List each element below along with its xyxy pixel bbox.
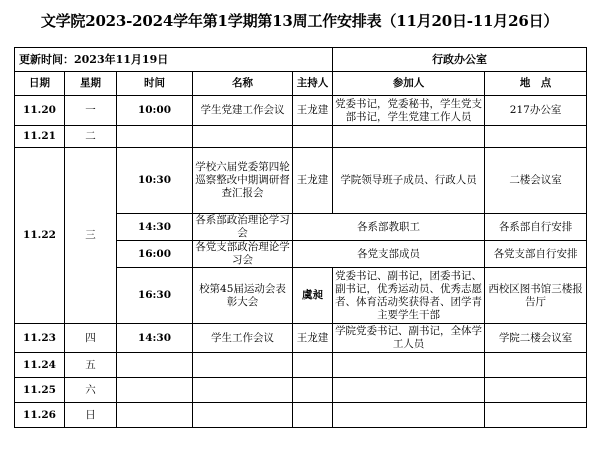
cell-location: [485, 378, 587, 403]
cell-event-name: 各党支部政治理论学习会: [193, 241, 293, 268]
table-row: [15, 353, 587, 378]
header-participants: 参加人: [333, 72, 485, 96]
header-time: 时间: [117, 72, 193, 96]
cell-participants: 各系部教职工: [293, 214, 485, 241]
cell-event-name: 学校六届党委第四轮巡察整改中期调研督查汇报会: [193, 148, 293, 214]
update-row: [15, 48, 587, 72]
cell-location: 217办公室: [485, 96, 587, 126]
cell-participants: [333, 378, 485, 403]
header-row: [15, 72, 587, 96]
cell-host: 王龙建: [293, 324, 333, 353]
cell-date: 11.22: [15, 148, 65, 324]
cell-location: 各党支部自行安排: [485, 241, 587, 268]
cell-time: [117, 353, 193, 378]
cell-time: 14:30: [117, 324, 193, 353]
cell-location: [485, 126, 587, 148]
cell-event-name: 校第45届运动会表彰大会: [193, 268, 293, 324]
cell-location: [485, 353, 587, 378]
cell-weekday: 三: [65, 148, 117, 324]
cell-time: 10:00: [117, 96, 193, 126]
table-row: [15, 403, 587, 428]
cell-participants: [333, 353, 485, 378]
cell-event-name: [193, 403, 293, 428]
office-name: 行政办公室: [333, 48, 587, 72]
cell-event-name: 各系部政治理论学习会: [193, 214, 293, 241]
table-row: [15, 96, 587, 126]
cell-participants: 党委书记、副书记，团委书记、副书记，优秀运动员、优秀志愿者、体育活动奖获得者、团学青主要学生干部: [333, 268, 485, 324]
cell-participants: [333, 403, 485, 428]
cell-weekday: 一: [65, 96, 117, 126]
cell-date: 11.26: [15, 403, 65, 428]
cell-host: [293, 353, 333, 378]
cell-participants: 学院领导班子成员、行政人员: [333, 148, 485, 214]
table-row: [15, 148, 587, 214]
cell-weekday: 二: [65, 126, 117, 148]
cell-host: 王龙建: [293, 96, 333, 126]
cell-event-name: [193, 378, 293, 403]
cell-location: 学院二楼会议室: [485, 324, 587, 353]
cell-location: 西校区图书馆三楼报告厅: [485, 268, 587, 324]
cell-location: 各系部自行安排: [485, 214, 587, 241]
cell-date: 11.21: [15, 126, 65, 148]
cell-time: 16:00: [117, 241, 193, 268]
cell-time: 16:30: [117, 268, 193, 324]
cell-time: 10:30: [117, 148, 193, 214]
cell-participants: 学院党委书记、副书记，全体学工人员: [333, 324, 485, 353]
cell-participants: [333, 126, 485, 148]
cell-date: 11.23: [15, 324, 65, 353]
cell-participants: 党委书记，党委秘书，学生党支部书记，学生党建工作人员: [333, 96, 485, 126]
cell-host: [293, 126, 333, 148]
cell-location: [485, 403, 587, 428]
cell-event-name: [193, 353, 293, 378]
cell-time: [117, 378, 193, 403]
cell-weekday: 六: [65, 378, 117, 403]
cell-time: [117, 403, 193, 428]
cell-date: 11.25: [15, 378, 65, 403]
cell-weekday: 五: [65, 353, 117, 378]
header-location: 地 点: [485, 72, 587, 96]
cell-location: 二楼会议室: [485, 148, 587, 214]
table-row: [15, 126, 587, 148]
cell-event-name: 学生工作会议: [193, 324, 293, 353]
cell-host: 王龙建: [293, 148, 333, 214]
schedule-table: [14, 47, 587, 428]
schedule-title: 文学院2023-2024学年第1学期第13周工作安排表（11月20日-11月26日）: [40, 12, 559, 30]
cell-host: [293, 403, 333, 428]
cell-host: 虞昶: [293, 268, 333, 324]
table-row: [15, 378, 587, 403]
cell-time: [117, 126, 193, 148]
cell-event-name: [193, 126, 293, 148]
header-host: 主持人: [293, 72, 333, 96]
cell-participants: 各党支部成员: [293, 241, 485, 268]
header-name: 名称: [193, 72, 293, 96]
cell-host: [293, 378, 333, 403]
header-weekday: 星期: [65, 72, 117, 96]
cell-date: 11.24: [15, 353, 65, 378]
cell-date: 11.20: [15, 96, 65, 126]
header-date: 日期: [15, 72, 65, 96]
cell-event-name: 学生党建工作会议: [193, 96, 293, 126]
update-time: 更新时间：2023年11月19日: [15, 48, 333, 72]
cell-weekday: 日: [65, 403, 117, 428]
cell-time: 14:30: [117, 214, 193, 241]
cell-weekday: 四: [65, 324, 117, 353]
table-row: [15, 324, 587, 353]
